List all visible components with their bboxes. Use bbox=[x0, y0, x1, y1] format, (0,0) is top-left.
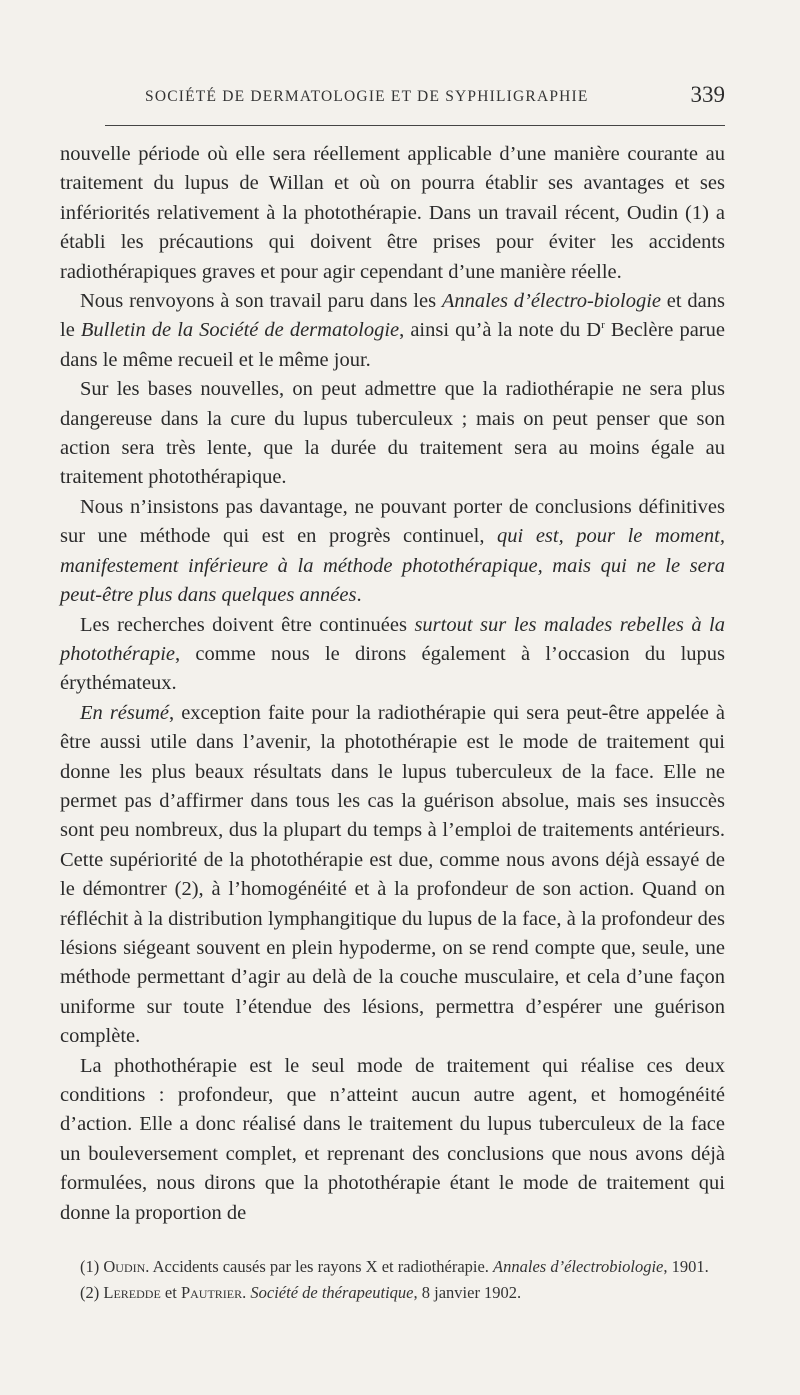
p2-italic-journal: Annales d’électro-biologie bbox=[441, 290, 661, 313]
p5-text-a: Les recherches doivent être continuées bbox=[80, 613, 415, 636]
p2-italic-bulletin: Bulletin de la Société de dermatologie bbox=[80, 319, 400, 342]
p5-italic: surtout sur les malades rebelles à la photothérapie bbox=[60, 613, 725, 665]
paragraph-7-text: La phothothérapie est le seul mode de traitement qui réalise ces deux conditions : profondeur, que n’atteint aucun autre agent, et homogénéité d’action. Elle a donc réalisé dans le traitement du lupus tuberculeux de la face un bouleversement complet, et reprenant des conclusions que nous avons déjà formulées, nous dirons que la photothérapie étant le mode de traitement qui donne la proportion de bbox=[60, 1054, 725, 1224]
paragraph-2 bbox=[60, 287, 725, 375]
footnote-1-italic: Annales d’électrobiologie bbox=[493, 1257, 664, 1276]
footnote-2-author-2: Pautrier bbox=[180, 1283, 243, 1302]
footnote-1-author: Oudin bbox=[103, 1257, 146, 1276]
footnote-1-marker: (1) bbox=[80, 1257, 104, 1276]
page-header bbox=[60, 82, 725, 116]
footnote-2-marker: (2) bbox=[80, 1283, 104, 1302]
footnote-2-text-b: . bbox=[242, 1283, 251, 1302]
footnote-2-author-1: Leredde bbox=[103, 1283, 161, 1302]
p2-text-d: Beclère parue dans le même recueil et le même jour. bbox=[60, 319, 725, 371]
footnote-2-italic: Société de thérapeutique bbox=[250, 1283, 414, 1302]
p2-text-c: , ainsi qu’à la note du D bbox=[399, 319, 602, 342]
footnote-2 bbox=[60, 1281, 725, 1305]
header-rule bbox=[105, 125, 725, 126]
p6-italic-en-resume: En résumé bbox=[80, 701, 170, 724]
body-text bbox=[60, 140, 725, 1228]
p6-text: , exception faite pour la radiothérapie qui sera peut-être appelée à être aussi utile dans l’avenir, la photothérapie est le mode de traitement qui donne les plus beaux résultats dans le lupus tuberculeux de la face. Elle ne permet pas d’affirmer dans tous les cas la guérison absolue, mais ses insuccès sont peu nombreux, dus la plupart du temps à l’emploi de traitements antérieurs. Cette supériorité de la photothérapie est due, comme nous avons déjà essayé de le démontrer (2), à l’homogénéité et à la profondeur de son action. Quand on réfléchit à la distribution lymphangitique du lupus de la face, à la profondeur des lésions siégeant souvent en plein hypoderme, on se rend compte que, seule, une méthode permettant d’agir au delà de la couche musculaire, et cela d’une façon uniforme sur toute l’étendue des lésions, permettra d’espérer une guérison complète. bbox=[60, 701, 725, 1048]
paragraph-3 bbox=[60, 375, 725, 493]
p4-italic: qui est, pour le moment, manifestement inférieure à la méthode photothérapique, mais qui ne le sera peut-être plus dans quelques années bbox=[60, 525, 725, 607]
footnote-1-text-b: , 1901. bbox=[663, 1257, 709, 1276]
page-number: 339 bbox=[690, 82, 725, 107]
paragraph-1 bbox=[60, 140, 725, 287]
footnote-1 bbox=[60, 1255, 725, 1279]
running-title: SOCIÉTÉ DE DERMATOLOGIE ET DE SYPHILIGRAPHIE bbox=[145, 88, 589, 105]
p5-text-b: , comme nous le dirons également à l’occasion du lupus érythémateux. bbox=[60, 642, 725, 695]
paragraph-1-text: nouvelle période où elle sera réellement applicable d’une manière courante au traitement du lupus de Willan et où on pourra établir ses avantages et ses infériorités relativement à la photothérapie. Dans un travail récent, Oudin (1) a établi les précautions qui doivent être prises pour éviter les accidents radiothérapiques graves et pour agir cependant d’une manière réelle. bbox=[60, 143, 725, 283]
paragraph-4 bbox=[60, 493, 725, 611]
footnotes bbox=[60, 1255, 725, 1307]
p2-superscript: r bbox=[601, 319, 605, 332]
paragraph-6 bbox=[60, 699, 725, 1052]
p2-text-a: Nous renvoyons à son travail paru dans les bbox=[80, 290, 442, 313]
paragraph-3-text: Sur les bases nouvelles, on peut admettre que la radiothérapie ne sera plus dangereuse dans la cure du lupus tuberculeux ; mais on peut penser que son action sera très lente, que la durée du traitement sera au moins égale au traitement photothérapique. bbox=[60, 378, 725, 489]
p4-text-a: Nous n’insistons pas davantage, ne pouvant porter de conclusions définitives sur une méthode qui est en progrès continuel, bbox=[60, 495, 725, 548]
p4-text-b: . bbox=[356, 584, 362, 607]
p2-text-b: et dans le bbox=[60, 290, 725, 342]
paragraph-7 bbox=[60, 1052, 725, 1228]
paragraph-5 bbox=[60, 611, 725, 699]
footnote-1-text-a: . Accidents causés par les rayons X et radiothérapie. bbox=[145, 1257, 494, 1276]
footnote-2-text-a: et bbox=[160, 1283, 181, 1302]
footnote-2-text-c: , 8 janvier 1902. bbox=[413, 1283, 522, 1302]
